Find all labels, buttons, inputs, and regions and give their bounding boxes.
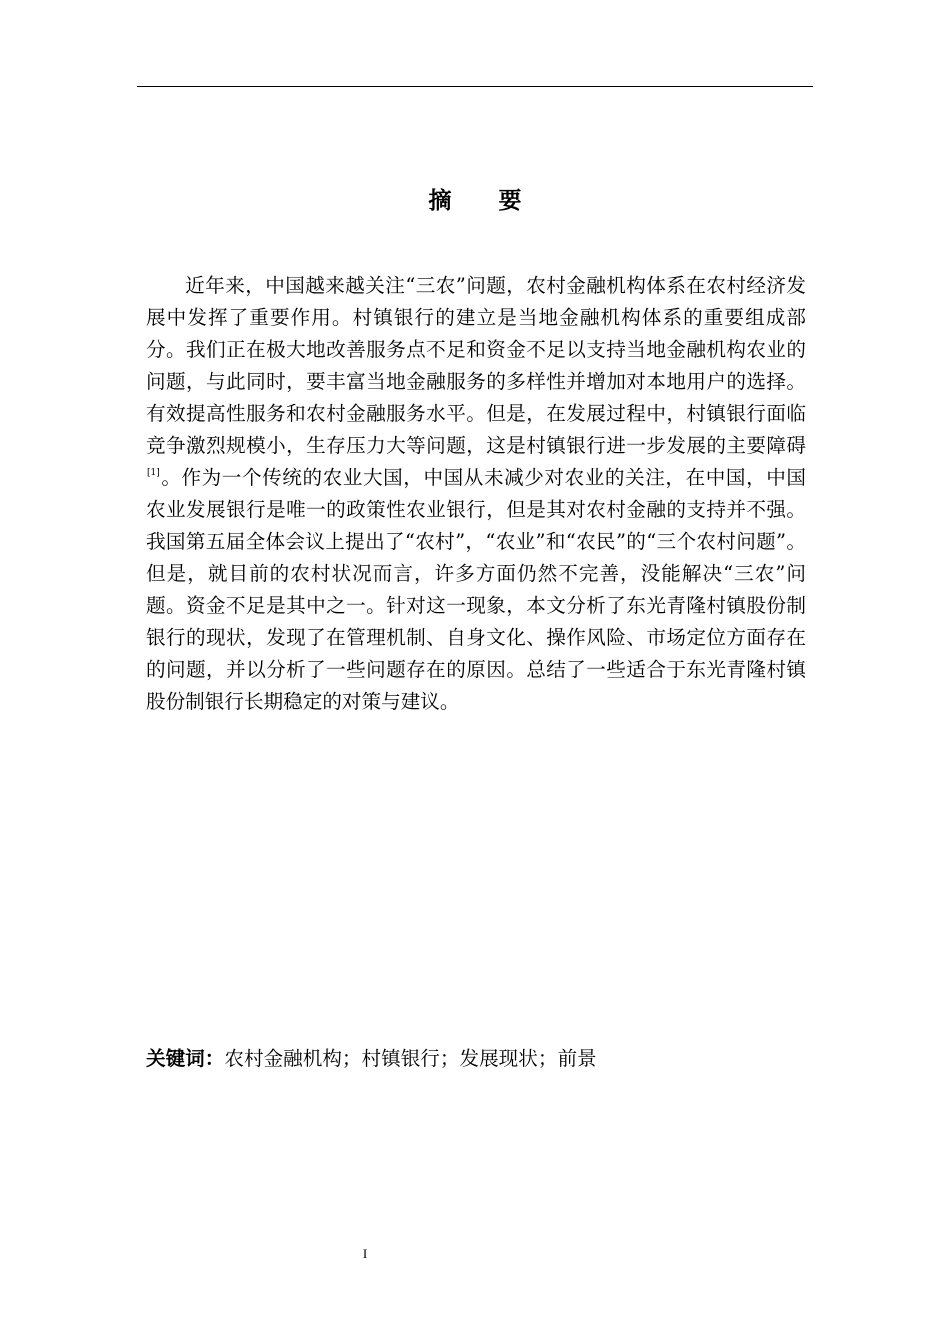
page-number: I [362,1246,368,1261]
abstract-body [146,270,806,718]
citation-ref[interactable]: [1] [147,468,160,478]
abstract-body-part2: 。作为一个传统的农业大国，中国从未减少对农业的关注，在中国，中国农业发展银行是唯一的政策性农业银行，但是其对农村金融的支持并不强。我国第五届全体会议上提出了“农村”，“农业”和“农民”的“三个农村问题”。但是，就目前的农村状况而言，许多方面仍然不完善，没能解决“三农”问题。资金不足是其中之一。针对这一现象，本文分析了东光青隆村镇股份制银行的现状，发现了在管理机制、自身文化、操作风险、市场定位方面存在的问题，并以分析了一些问题存在的原因。总结了一些适合于东光青隆村镇股份制银行长期稳定的对策与建议。 [146,466,806,713]
keywords-label: 关键词： [146,1047,225,1070]
abstract-body-part1: 近年来，中国越来越关注“三农”问题，农村金融机构体系在农村经济发展中发挥了重要作用。村镇银行的建立是当地金融机构体系的重要组成部分。我们正在极大地改善服务点不足和资金不足以支持当地金融机构农业的问题，与此同时，要丰富当地金融服务的多样性并增加对本地用户的选择。有效提高性服务和农村金融服务水平。但是，在发展过程中，村镇银行面临竞争激烈规模小，生存压力大等问题，这是村镇银行进一步发展的主要障碍 [146,274,806,457]
abstract-title: 摘要 [428,188,569,214]
keywords-line [146,1043,806,1075]
keywords-text: 农村金融机构；村镇银行；发展现状；前景 [224,1047,597,1070]
header-rule [137,86,813,87]
